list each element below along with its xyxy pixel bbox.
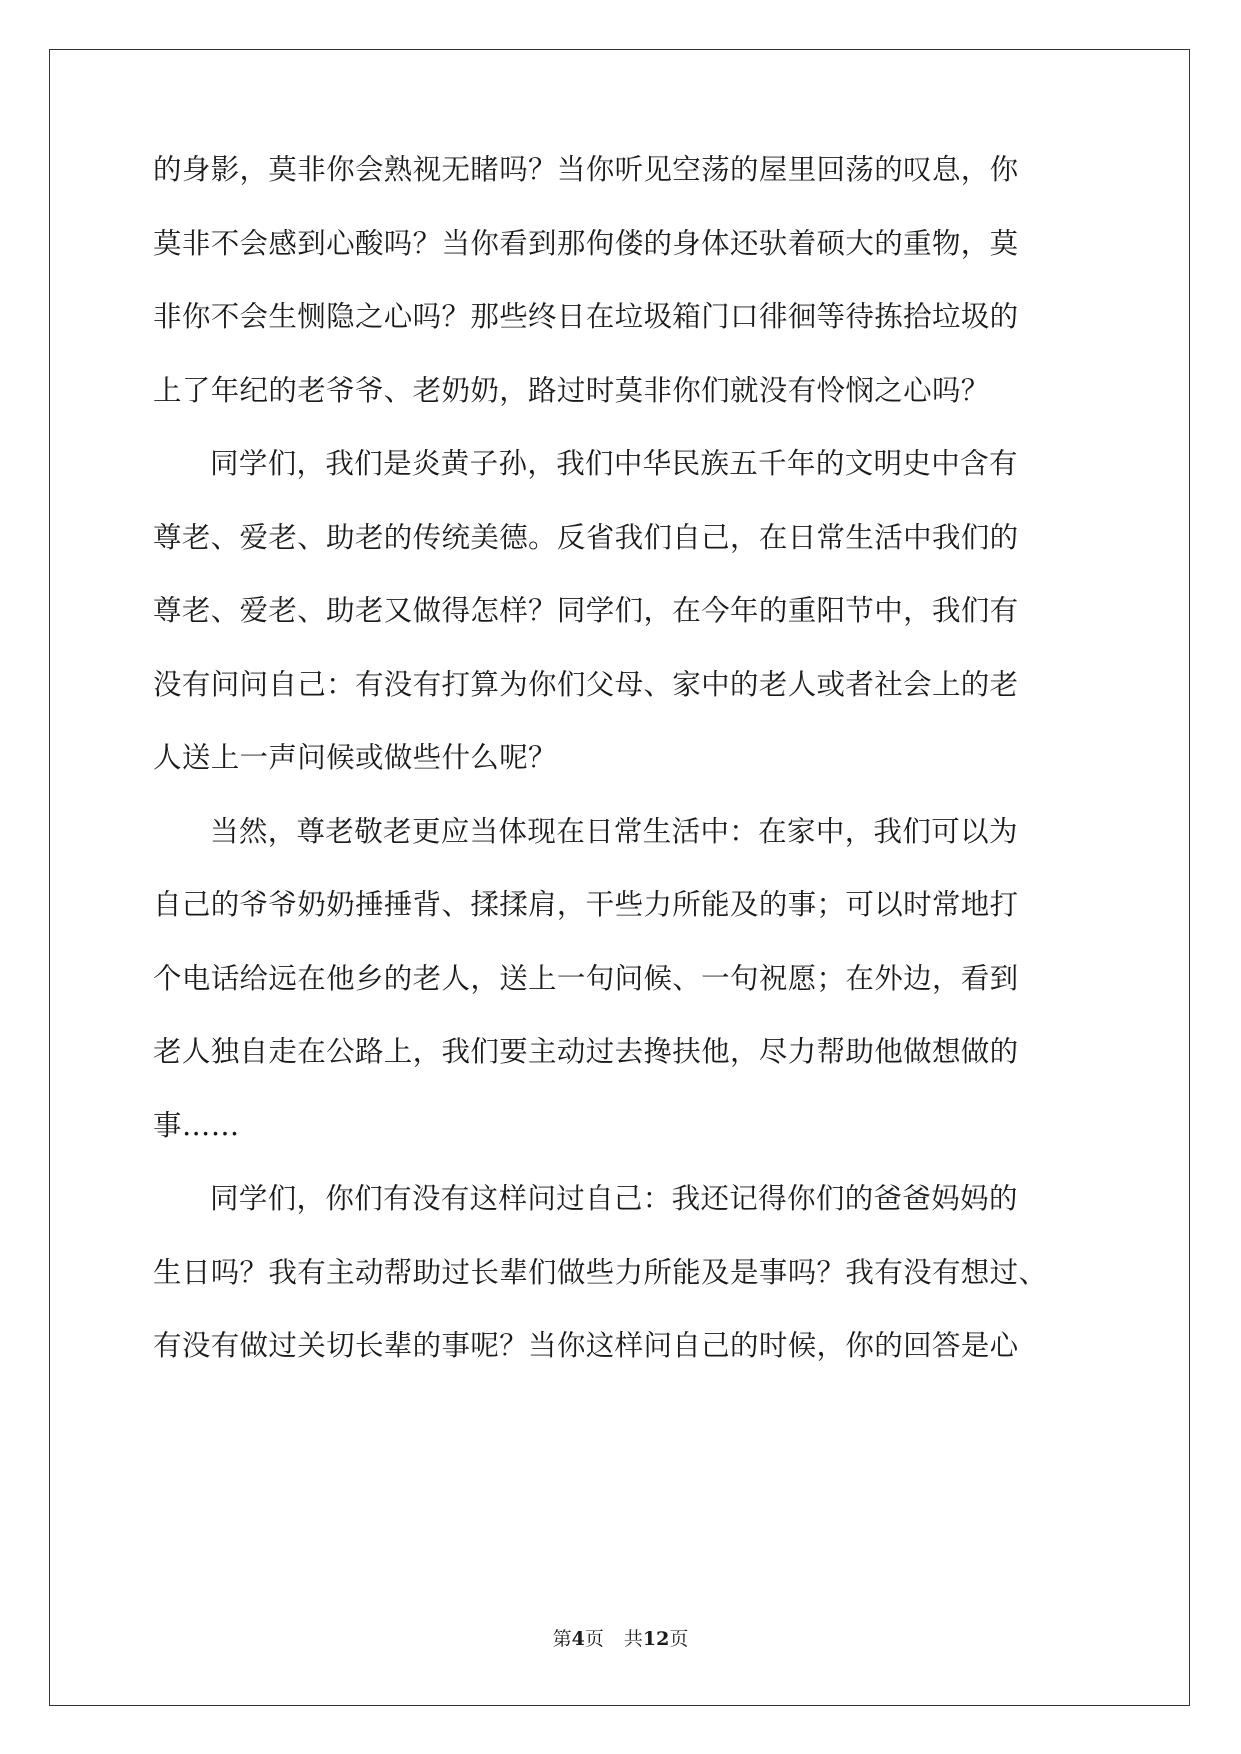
- page-footer: [0, 1627, 1241, 1651]
- text-line: 人送上一声问候或做些什么呢？: [153, 741, 557, 774]
- text-line: 莫非不会感到心酸吗？当你看到那佝偻的身体还驮着硕大的重物，莫: [153, 227, 1019, 260]
- text-line: 上了年纪的老爷爷、老奶奶，路过时莫非你们就没有怜悯之心吗？: [153, 374, 990, 407]
- text-line: 的身影，莫非你会熟视无睹吗？当你听见空荡的屋里回荡的叹息，你: [153, 153, 1019, 186]
- text-line: 有没有做过关切长辈的事呢？当你这样问自己的时候，你的回答是心: [153, 1329, 1019, 1362]
- paragraph-first-line: 当然，尊老敬老更应当体现在日常生活中：在家中，我们可以为: [210, 815, 1018, 848]
- text-line: 自己的爷爷奶奶捶捶背、揉揉肩，干些力所能及的事；可以时常地打: [153, 888, 1019, 921]
- paragraph-first-line: 同学们，我们是炎黄子孙，我们中华民族五千年的文明史中含有: [210, 447, 1018, 480]
- page-number-label: 第4页: [552, 1628, 604, 1650]
- text-line: 事……: [153, 1109, 240, 1142]
- text-line: 没有问问自己：有没有打算为你们父母、家中的老人或者社会上的老: [153, 668, 1019, 701]
- text-line: 尊老、爱老、助老的传统美德。反省我们自己，在日常生活中我们的: [153, 521, 1019, 554]
- page-total-label: 共12页: [623, 1628, 689, 1650]
- text-line: 个电话给远在他乡的老人，送上一句问候、一句祝愿；在外边，看到: [153, 962, 1019, 995]
- paragraph-first-line: 同学们，你们有没有这样问过自己：我还记得你们的爸爸妈妈的: [210, 1182, 1018, 1215]
- text-line: 老人独自走在公路上，我们要主动过去搀扶他，尽力帮助他做想做的: [153, 1035, 1019, 1068]
- text-line: 生日吗？我有主动帮助过长辈们做些力所能及是事吗？我有没有想过、: [153, 1256, 1048, 1289]
- text-line: 非你不会生恻隐之心吗？那些终日在垃圾箱门口徘徊等待拣拾垃圾的: [153, 300, 1019, 333]
- text-line: 尊老、爱老、助老又做得怎样？同学们，在今年的重阳节中，我们有: [153, 594, 1019, 627]
